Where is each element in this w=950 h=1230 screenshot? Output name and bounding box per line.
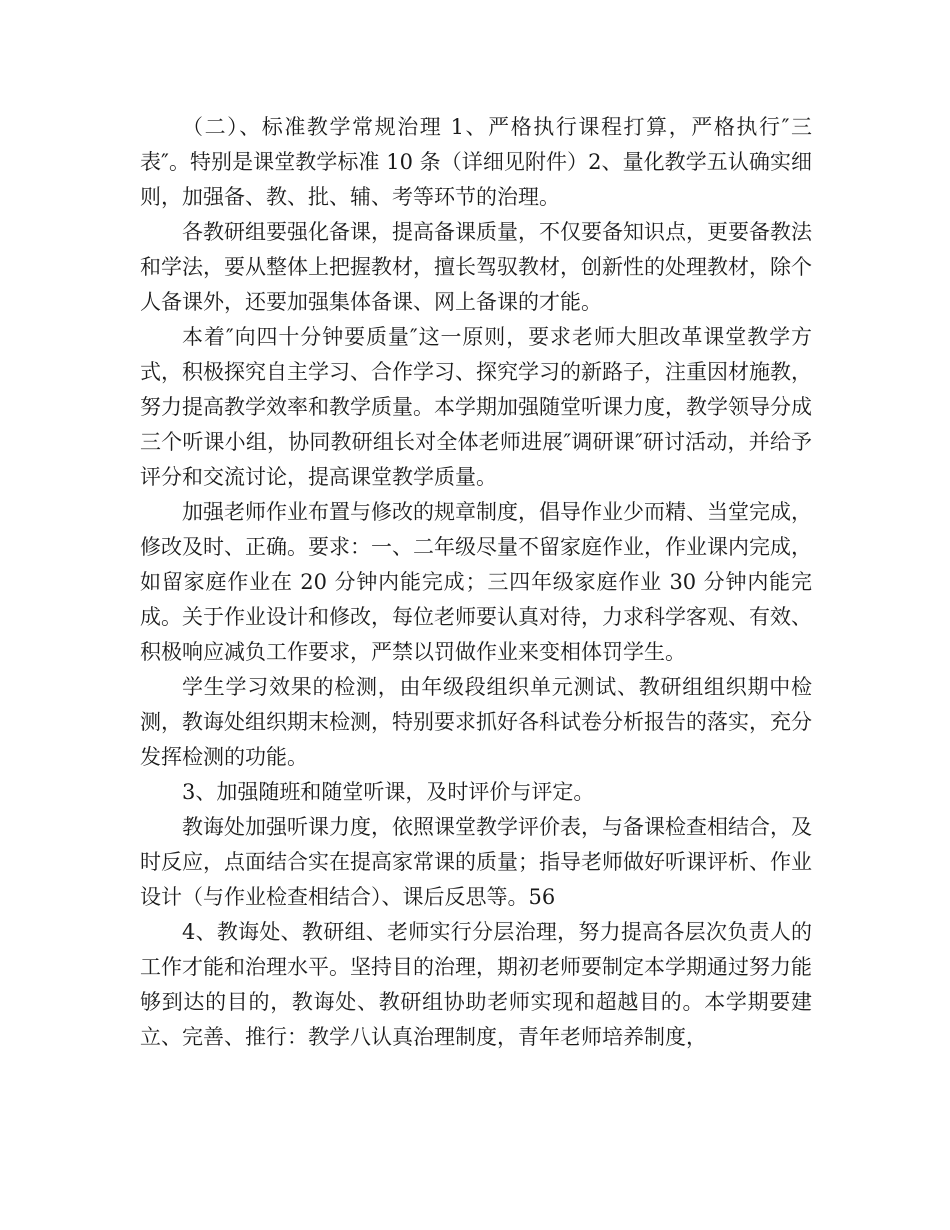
paragraph-6: 3、加强随班和随堂听课，及时评价与评定。 [182,780,595,804]
paragraph-1: （二）、标准教学常规治理 1、严格执行课程打算，严格执行″三表″。特别是课堂教学标准 10 条（详细见附件）2、量化教学五认确实细则，加强备、教、批、辅、考等环节的治理。 [140,115,812,209]
paragraph-8: 4、教诲处、教研组、老师实行分层治理，努力提高各层次负责人的工作才能和治理水平。坚持目的治理，期初老师要制定本学期通过努力能够到达的目的，教诲处、教研组协助老师实现和超越目的。本学期要建立、完善、推行：教学八认真治理制度，青年老师培养制度， [140,920,812,1049]
document-body [140,110,812,1055]
paragraph-2: 各教研组要强化备课，提高备课质量，不仅要备知识点，更要备教法和学法，要从整体上把握教材，擅长驾驭教材，创新性的处理教材，除个人备课外，还要加强集体备课、网上备课的才能。 [140,220,812,314]
paragraph-3: 本着″向四十分钟要质量″这一原则，要求老师大胆改革课堂教学方式，积极探究自主学习、合作学习、探究学习的新路子，注重因材施教，努力提高教学效率和教学质量。本学期加强随堂听课力度，教学领导分成三个听课小组，协同教研组长对全体老师进展″调研课″研讨活动，并给予评分和交流讨论，提高课堂教学质量。 [140,325,812,489]
paragraph-4: 加强老师作业布置与修改的规章制度，倡导作业少而精、当堂完成，修改及时、正确。要求：一、二年级尽量不留家庭作业，作业课内完成，如留家庭作业在 20 分钟内能完成；三四年级家庭作业 30 分钟内能完成。关于作业设计和修改，每位老师要认真对待，力求科学客观、有效、积极响应减负工作要求，严禁以罚做作业来变相体罚学生。 [140,500,812,664]
paragraph-7: 教诲处加强听课力度，依照课堂教学评价表，与备课检查相结合，及时反应，点面结合实在提高家常课的质量；指导老师做好听课评析、作业设计（与作业检查相结合）、课后反思等。56 [140,815,812,909]
paragraph-5: 学生学习效果的检测，由年级段组织单元测试、教研组组织期中检测，教诲处组织期末检测，特别要求抓好各科试卷分析报告的落实，充分发挥检测的功能。 [140,675,812,769]
